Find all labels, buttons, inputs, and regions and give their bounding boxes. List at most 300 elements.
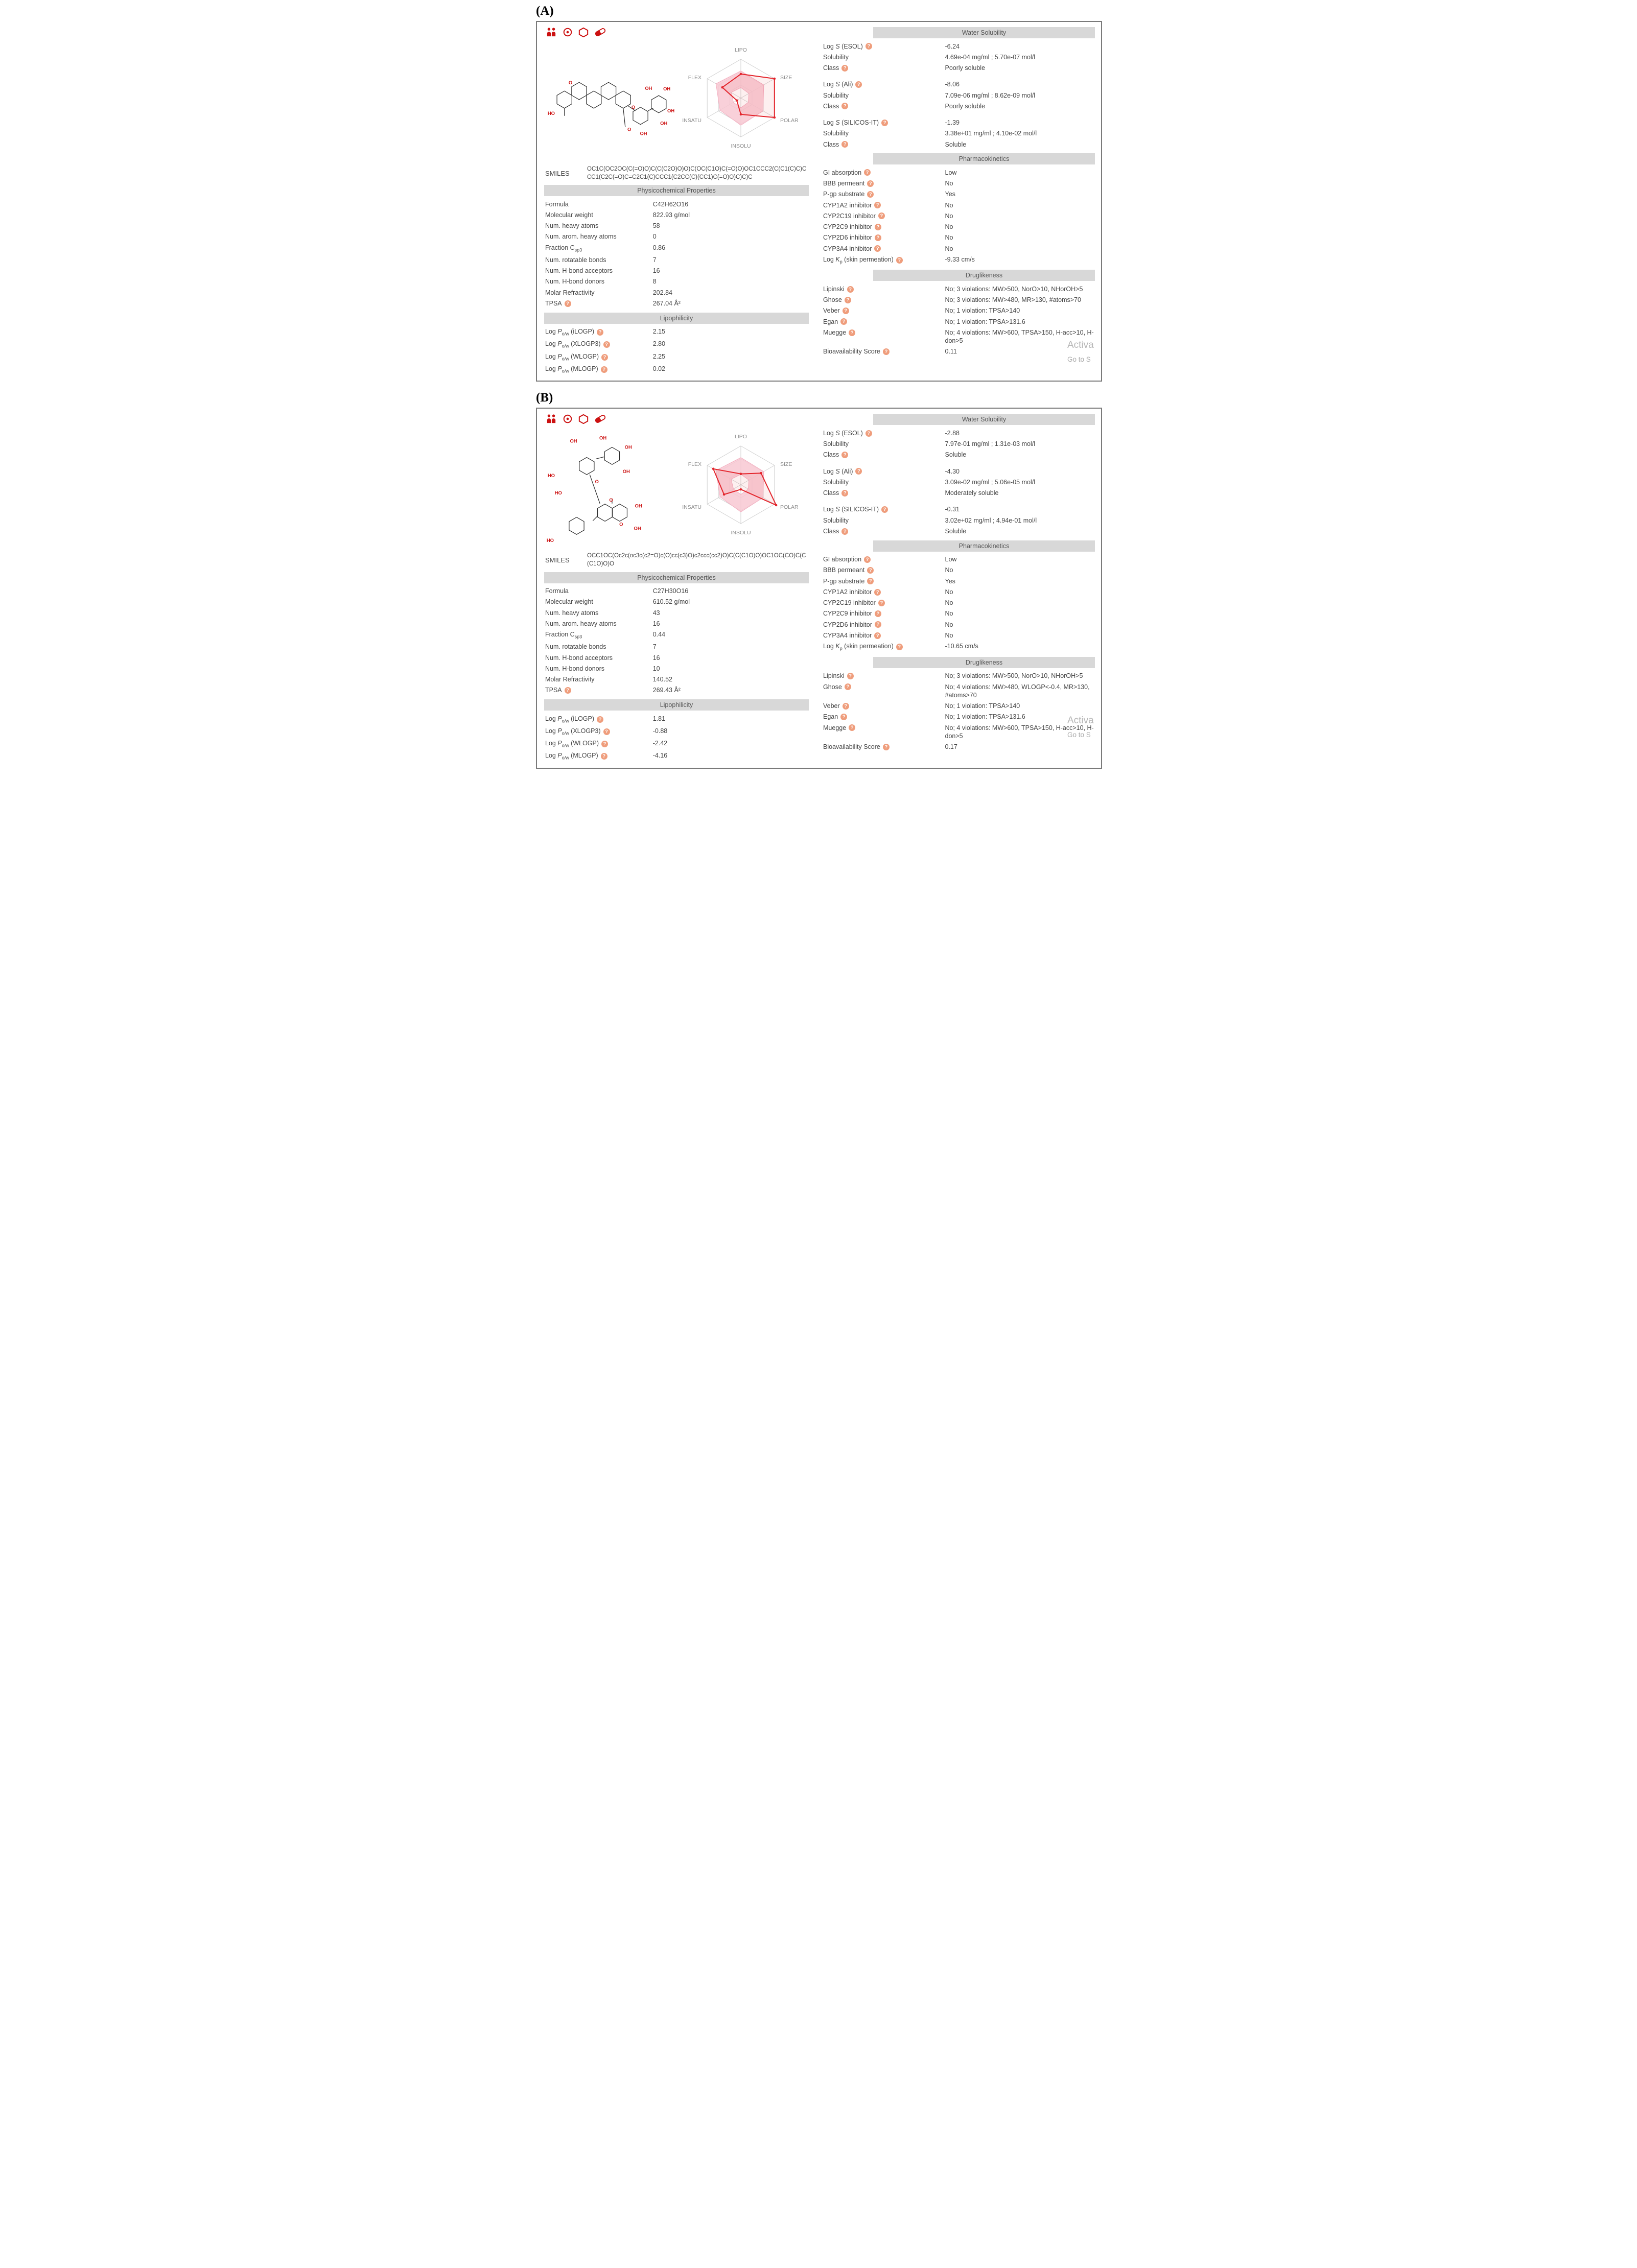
help-icon[interactable]: ?: [878, 212, 885, 219]
svg-text:OH: OH: [570, 438, 577, 444]
property-row: [822, 586, 1095, 597]
help-icon[interactable]: ?: [866, 43, 872, 50]
toolbar: [545, 26, 809, 38]
property-label: Log $K_p$ (skin permeation) ?: [823, 255, 945, 265]
property-row: [822, 576, 1095, 586]
property-value: No: [945, 201, 953, 209]
property-label: Class ?: [823, 451, 945, 459]
smiles-label: SMILES: [545, 556, 570, 564]
property-label: Class ?: [823, 64, 945, 72]
property-value: No: [945, 234, 953, 242]
property-label: Class ?: [823, 527, 945, 535]
property-row: [544, 674, 809, 685]
help-icon[interactable]: ?: [840, 318, 847, 325]
property-row: [822, 565, 1095, 576]
swissadme-panel-a: [536, 21, 1102, 382]
swissadme-panel-b: [536, 408, 1102, 768]
property-label: Log $P_{o/w}$ (MLOGP) ?: [545, 751, 653, 761]
property-label: GI absorption ?: [823, 169, 945, 177]
property-label: Log S (SILICOS-IT) ?: [823, 119, 945, 127]
property-label: Num. arom. heavy atoms: [545, 620, 617, 627]
property-row: [544, 351, 809, 363]
property-row: [822, 488, 1095, 499]
help-icon[interactable]: ?: [843, 703, 849, 710]
property-value: 16: [652, 654, 660, 662]
property-label: Egan ?: [823, 713, 945, 721]
property-label: Lipinski ?: [823, 672, 945, 680]
twin-figures-icon[interactable]: [545, 414, 557, 424]
property-row: [822, 243, 1095, 254]
property-value: Low: [945, 556, 957, 563]
property-value: 140.52: [652, 676, 672, 683]
smiles-value: OC1C(OC2OC(C(=O)O)C(C(C2O)O)O)C(OC(C1O)C(=O)O)OC1CCC2(C(C1(C)C)CCC1(C2C(=O)C=C2C1(C)CCC1(C2CC(C)(CC1)C(=O)O)C)C)C: [587, 166, 807, 181]
property-row: [822, 450, 1095, 460]
property-row: [822, 284, 1095, 294]
property-value: -1.39: [945, 119, 960, 126]
help-icon[interactable]: ?: [565, 687, 571, 694]
property-row: [822, 346, 1095, 357]
property-row: [544, 725, 809, 738]
property-label: Log $K_p$ (skin permeation) ?: [823, 642, 945, 652]
property-value: Poorly soluble: [945, 102, 986, 110]
section-header: Physicochemical Properties: [544, 572, 809, 583]
property-row: [822, 619, 1095, 630]
property-value: No; 4 violations: MW>600, TPSA>150, H-acc>10, H-don>5: [945, 328, 1094, 345]
help-icon[interactable]: ?: [847, 286, 854, 293]
property-value: 0: [652, 233, 657, 241]
help-icon[interactable]: ?: [849, 724, 855, 731]
help-icon[interactable]: ?: [601, 366, 607, 373]
help-icon[interactable]: ?: [565, 300, 571, 307]
property-value: -0.31: [945, 506, 960, 513]
svg-text:OH: OH: [645, 85, 652, 91]
property-label: Solubility: [823, 130, 849, 137]
property-value: No; 1 violation: TPSA>131.6: [945, 318, 1025, 325]
help-icon[interactable]: ?: [841, 528, 848, 535]
property-label: Num. H-bond donors: [545, 278, 605, 286]
property-row: [544, 209, 809, 220]
help-icon[interactable]: ?: [845, 683, 851, 690]
left-sections: [544, 572, 809, 763]
property-row: [822, 515, 1095, 526]
property-row: [822, 178, 1095, 189]
figure-page: [534, 0, 1103, 777]
property-label: P-gp substrate ?: [823, 190, 945, 198]
property-label: Bioavailability Score ?: [823, 743, 945, 751]
property-row: [822, 189, 1095, 200]
property-row: [544, 199, 809, 209]
help-icon[interactable]: ?: [867, 567, 874, 574]
twin-figures-icon[interactable]: [545, 27, 557, 37]
svg-text:POLAR: POLAR: [780, 117, 799, 124]
svg-text:POLAR: POLAR: [780, 504, 799, 511]
svg-text:FLEX: FLEX: [688, 461, 701, 468]
property-value: No: [945, 180, 953, 187]
section-header: Pharmacokinetics: [873, 540, 1095, 552]
svg-text:O: O: [631, 104, 636, 110]
property-value: 610.52 g/mol: [652, 598, 690, 606]
property-row: [822, 526, 1095, 536]
property-row: [544, 586, 809, 597]
property-row: [822, 222, 1095, 232]
property-value: 0.02: [652, 365, 666, 372]
property-label: CYP3A4 inhibitor ?: [823, 631, 945, 640]
property-row: [822, 608, 1095, 619]
help-icon[interactable]: ?: [881, 120, 888, 126]
property-row: [822, 295, 1095, 305]
help-icon[interactable]: ?: [845, 297, 851, 303]
help-icon[interactable]: ?: [597, 329, 603, 336]
property-label: GI absorption ?: [823, 555, 945, 563]
toolbar: [545, 413, 809, 425]
property-row: [544, 607, 809, 618]
help-icon[interactable]: ?: [847, 673, 854, 679]
help-icon[interactable]: ?: [597, 716, 603, 723]
property-value: -4.30: [945, 467, 960, 475]
property-value: C42H62O16: [652, 200, 689, 208]
hexagon-ring-icon[interactable]: [578, 414, 589, 424]
property-label: Fraction $C_{sp3}$: [545, 244, 582, 253]
property-value: -2.88: [945, 429, 960, 437]
property-row: [822, 139, 1095, 150]
section-header: Lipophilicity: [544, 313, 809, 324]
svg-text:HO: HO: [546, 537, 554, 544]
property-label: Num. arom. heavy atoms: [545, 233, 617, 241]
help-icon[interactable]: ?: [601, 741, 608, 747]
property-value: -0.88: [652, 727, 668, 735]
property-label: Molar Refractivity: [545, 676, 595, 683]
property-value: 0.44: [652, 631, 666, 639]
svg-text:OH: OH: [634, 525, 641, 531]
help-icon[interactable]: ?: [849, 329, 855, 336]
property-value: 0.11: [945, 348, 957, 356]
property-row: [822, 742, 1095, 752]
svg-text:INSOLU: INSOLU: [731, 530, 751, 536]
help-icon[interactable]: ?: [867, 578, 874, 584]
help-icon[interactable]: ?: [896, 257, 903, 264]
help-icon[interactable]: ?: [874, 589, 881, 596]
property-row: [822, 232, 1095, 243]
property-row: [544, 652, 809, 663]
property-value: -10.65 cm/s: [945, 643, 978, 650]
property-row: [822, 210, 1095, 221]
help-icon[interactable]: ?: [881, 506, 888, 513]
help-icon[interactable]: ?: [841, 65, 848, 72]
left-column: [544, 413, 809, 762]
property-row: [544, 663, 809, 674]
property-label: Log $P_{o/w}$ (WLOGP) ?: [545, 352, 653, 362]
property-label: Bioavailability Score ?: [823, 347, 945, 356]
property-value: -2.42: [652, 739, 668, 747]
property-label: Formula: [545, 587, 569, 595]
property-value: No; 1 violation: TPSA>140: [945, 307, 1020, 315]
svg-text:HO: HO: [554, 490, 562, 496]
property-row: [822, 200, 1095, 210]
property-label: CYP2D6 inhibitor ?: [823, 621, 945, 629]
property-value: No; 1 violation: TPSA>140: [945, 702, 1020, 710]
svg-text:INSOLU: INSOLU: [731, 143, 751, 149]
svg-text:OH: OH: [635, 503, 642, 509]
watermark-line-1: Activa: [1067, 715, 1094, 726]
property-row: [822, 101, 1095, 111]
property-label: BBB permeant ?: [823, 566, 945, 574]
help-icon[interactable]: ?: [875, 621, 881, 628]
property-value: 0.17: [945, 743, 957, 751]
property-row: [822, 477, 1095, 487]
property-row: [544, 597, 809, 607]
right-column: [822, 26, 1095, 375]
property-value: 58: [652, 222, 660, 230]
property-value: No: [945, 631, 953, 639]
property-value: 0.86: [652, 244, 666, 251]
property-label: Log $P_{o/w}$ (iLOGP) ?: [545, 327, 653, 337]
panel-a-label: (A): [536, 4, 554, 18]
property-label: Muegge ?: [823, 328, 945, 337]
property-label: Class ?: [823, 140, 945, 149]
help-icon[interactable]: ?: [603, 728, 610, 735]
property-row: [822, 90, 1095, 101]
bioavailability-radar-chart: [677, 426, 806, 547]
property-label: CYP3A4 inhibitor ?: [823, 245, 945, 253]
help-icon[interactable]: ?: [875, 610, 881, 617]
property-row: [822, 722, 1095, 742]
pill-icon[interactable]: [594, 27, 606, 37]
property-label: Egan ?: [823, 318, 945, 326]
property-label: Formula: [545, 200, 569, 208]
help-icon[interactable]: ?: [843, 308, 849, 314]
svg-text:O: O: [595, 479, 599, 485]
help-icon[interactable]: ?: [883, 348, 890, 355]
property-value: 10: [652, 665, 660, 672]
property-label: CYP2C19 inhibitor ?: [823, 212, 945, 220]
property-row: [822, 305, 1095, 316]
help-icon[interactable]: ?: [855, 468, 862, 475]
pill-icon[interactable]: [594, 414, 606, 424]
property-label: Molar Refractivity: [545, 289, 595, 296]
property-label: Ghose ?: [823, 683, 945, 691]
property-label: Log S (SILICOS-IT) ?: [823, 505, 945, 513]
property-row: [822, 671, 1095, 681]
property-value: Low: [945, 169, 957, 176]
help-icon[interactable]: ?: [603, 341, 610, 348]
svg-text:FLEX: FLEX: [688, 75, 701, 81]
property-value: 7.09e-06 mg/ml ; 8.62e-09 mol/l: [945, 91, 1035, 99]
property-row: [822, 52, 1095, 62]
help-icon[interactable]: ?: [841, 141, 848, 148]
figure-row: [544, 39, 809, 162]
molecule-structure-drawing: [544, 426, 676, 549]
property-label: Log S (Ali) ?: [823, 467, 945, 476]
property-row: [822, 167, 1095, 178]
property-value: 202.84: [652, 289, 672, 296]
property-value: Soluble: [945, 451, 967, 459]
svg-text:O: O: [627, 126, 632, 132]
property-row: [822, 466, 1095, 477]
property-value: No: [945, 588, 953, 596]
property-label: Num. heavy atoms: [545, 609, 599, 617]
svg-text:LIPO: LIPO: [735, 47, 747, 53]
help-icon[interactable]: ?: [867, 180, 874, 187]
section-header: Druglikeness: [873, 270, 1095, 281]
property-row: [822, 439, 1095, 450]
smiles-row: [545, 552, 809, 568]
property-label: Ghose ?: [823, 296, 945, 304]
help-icon[interactable]: ?: [874, 632, 881, 639]
property-label: Log S (ESOL) ?: [823, 42, 945, 51]
property-row: [544, 738, 809, 750]
svg-text:INSATU: INSATU: [682, 504, 701, 511]
property-value: No; 1 violation: TPSA>131.6: [945, 713, 1025, 721]
svg-text:O: O: [568, 80, 573, 86]
property-value: No; 4 violations: MW>480, WLOGP<-0.4, MR>130, #atoms>70: [945, 683, 1090, 699]
property-label: Lipinski ?: [823, 285, 945, 293]
property-row: [544, 750, 809, 763]
property-label: CYP2C19 inhibitor ?: [823, 599, 945, 607]
property-row: [544, 629, 809, 642]
property-row: [822, 554, 1095, 565]
panel-b-label: (B): [536, 391, 553, 405]
property-row: [822, 641, 1095, 653]
property-label: Num. H-bond acceptors: [545, 654, 613, 662]
property-label: Veber ?: [823, 306, 945, 315]
property-label: Class ?: [823, 489, 945, 497]
property-label: Num. rotatable bonds: [545, 643, 606, 651]
target-icon[interactable]: [563, 27, 573, 37]
property-label: CYP2C9 inhibitor ?: [823, 223, 945, 231]
help-icon[interactable]: ?: [867, 191, 874, 198]
property-value: 2.15: [652, 328, 666, 336]
property-value: 3.02e+02 mg/ml ; 4.94e-01 mol/l: [945, 516, 1037, 524]
svg-text:OH: OH: [599, 435, 607, 441]
property-label: Solubility: [823, 516, 849, 524]
property-label: Num. H-bond acceptors: [545, 267, 613, 275]
property-value: -9.33 cm/s: [945, 255, 975, 263]
watermark-line-1: Activa: [1067, 340, 1094, 350]
property-label: Muegge ?: [823, 724, 945, 732]
svg-text:OH: OH: [640, 130, 647, 136]
property-value: No; 3 violations: MW>480, MR>130, #atoms>70: [945, 296, 1081, 304]
property-label: Log $P_{o/w}$ (XLOGP3) ?: [545, 727, 653, 737]
property-row: [544, 363, 809, 375]
watermark-line-2: Go to S: [1067, 731, 1091, 739]
property-value: 3.38e+01 mg/ml ; 4.10e-02 mol/l: [945, 130, 1037, 137]
help-icon[interactable]: ?: [601, 753, 607, 760]
help-icon[interactable]: ?: [866, 430, 872, 437]
property-row: [544, 618, 809, 629]
property-row: [544, 266, 809, 276]
property-row: [544, 298, 809, 309]
svg-text:OH: OH: [663, 86, 671, 92]
property-label: Solubility: [823, 53, 849, 61]
property-label: Log S (ESOL) ?: [823, 429, 945, 437]
help-icon[interactable]: ?: [841, 452, 848, 458]
property-value: 7: [652, 643, 657, 651]
property-row: [822, 681, 1095, 701]
property-value: 3.09e-02 mg/ml ; 5.06e-05 mol/l: [945, 478, 1035, 486]
smiles-row: [545, 165, 809, 181]
section-header: Physicochemical Properties: [544, 185, 809, 196]
property-label: Solubility: [823, 478, 849, 486]
property-value: -4.16: [652, 752, 668, 760]
help-icon[interactable]: ?: [874, 245, 881, 252]
section-header: Water Solubility: [873, 414, 1095, 425]
help-icon[interactable]: ?: [855, 81, 862, 88]
help-icon[interactable]: ?: [896, 644, 903, 650]
property-row: [822, 701, 1095, 712]
help-icon[interactable]: ?: [864, 169, 871, 176]
help-icon[interactable]: ?: [875, 234, 881, 241]
help-icon[interactable]: ?: [841, 490, 848, 497]
help-icon[interactable]: ?: [883, 744, 890, 750]
property-label: TPSA ?: [545, 299, 653, 308]
section-header: Lipophilicity: [544, 699, 809, 711]
property-row: [544, 221, 809, 231]
svg-text:OH: OH: [660, 120, 668, 126]
property-value: No: [945, 212, 953, 220]
property-value: 822.93 g/mol: [652, 211, 690, 219]
property-value: Yes: [945, 191, 955, 198]
smiles-value: OCC1OC(Oc2c(oc3c(c2=O)c(O)cc(c3)O)c2ccc(cc2)O)C(C(C1O)O)OC1OC(CO)C(C(C1O)O)O: [587, 553, 806, 568]
property-label: Solubility: [823, 440, 849, 448]
property-value: Yes: [945, 577, 955, 585]
left-column: [544, 26, 809, 375]
property-value: Poorly soluble: [945, 64, 986, 72]
property-value: -6.24: [945, 42, 960, 50]
property-value: Soluble: [945, 527, 967, 535]
svg-text:OH: OH: [622, 468, 630, 475]
svg-text:HO: HO: [547, 110, 555, 116]
property-label: TPSA ?: [545, 686, 653, 694]
property-row: [544, 326, 809, 339]
help-icon[interactable]: ?: [601, 354, 608, 361]
property-label: Solubility: [823, 91, 849, 99]
help-icon[interactable]: ?: [840, 714, 847, 720]
property-label: Log S (Ali) ?: [823, 80, 945, 88]
property-row: [544, 276, 809, 287]
property-label: BBB permeant ?: [823, 179, 945, 187]
figure-row: [544, 426, 809, 549]
help-icon[interactable]: ?: [864, 556, 871, 563]
svg-text:SIZE: SIZE: [780, 461, 792, 468]
help-icon[interactable]: ?: [878, 600, 885, 606]
watermark-line-2: Go to S: [1067, 356, 1091, 363]
help-icon[interactable]: ?: [875, 224, 881, 230]
right-column: [822, 413, 1095, 762]
property-label: Molecular weight: [545, 598, 593, 606]
section-header: Druglikeness: [873, 657, 1095, 668]
property-value: 16: [652, 620, 660, 627]
hexagon-ring-icon[interactable]: [578, 27, 589, 37]
property-label: Molecular weight: [545, 211, 593, 219]
property-row: [544, 642, 809, 652]
property-label: Log $P_{o/w}$ (iLOGP) ?: [545, 715, 653, 724]
help-icon[interactable]: ?: [841, 103, 848, 109]
property-value: 269.43 Å²: [652, 687, 681, 694]
svg-text:OH: OH: [624, 444, 632, 450]
bioavailability-radar-chart: [677, 39, 806, 160]
property-value: 7.97e-01 mg/ml ; 1.31e-03 mol/l: [945, 440, 1035, 448]
property-value: No: [945, 621, 953, 628]
help-icon[interactable]: ?: [874, 202, 881, 208]
property-row: [544, 242, 809, 254]
property-label: Fraction $C_{sp3}$: [545, 631, 582, 640]
property-value: Soluble: [945, 140, 967, 148]
property-row: [822, 117, 1095, 128]
property-row: [822, 254, 1095, 266]
target-icon[interactable]: [563, 414, 573, 424]
property-value: No: [945, 245, 953, 252]
property-label: CYP1A2 inhibitor ?: [823, 588, 945, 596]
